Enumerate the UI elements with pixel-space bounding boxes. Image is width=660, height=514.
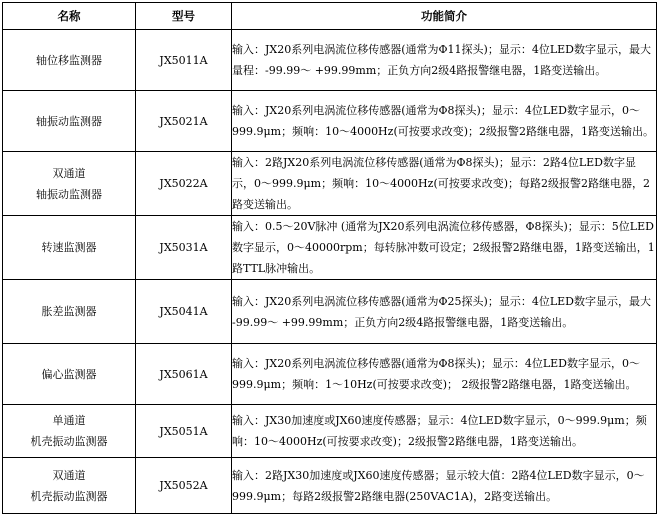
table-header-row (3, 3, 657, 30)
table-row (3, 91, 657, 152)
product-description: 输入：2路JX30加速度或JX60速度传感器；显示较大值：2路4位LED数字显示，0～999.9μm；每路2级报警2路继电器(250VAC1A)，2路变送输出。 (232, 458, 657, 514)
product-description: 输入：2路JX20系列电涡流位移传感器(通常为Φ8探头)；显示：2路4位LED数字显示，0～999.9μm；频响：10～4000Hz(可按要求改变)；每路2级报警2路继电器，2路变送输出。 (232, 152, 657, 216)
product-model: JX5052A (136, 458, 232, 514)
product-name: 双通道 (52, 468, 86, 482)
table-row (3, 280, 657, 344)
table-row (3, 30, 657, 91)
product-name: 轴振动监测器 (3, 91, 136, 152)
header-name: 名称 (3, 3, 136, 30)
product-name: 偏心监测器 (3, 344, 136, 405)
product-model: JX5051A (136, 405, 232, 458)
product-model: JX5022A (136, 152, 232, 216)
product-description: 输入：JX20系列电涡流位移传感器(通常为Φ8探头)；显示：4位LED数字显示，0～999.9μm；频响：10～4000Hz(可按要求改变)；2级报警2路继电器，1路变送输出。 (232, 91, 657, 152)
table-row (3, 458, 657, 514)
table-row (3, 216, 657, 280)
product-model: JX5041A (136, 280, 232, 344)
product-name: 单通道 (52, 414, 86, 427)
product-name: 轴位移监测器 (3, 30, 136, 91)
product-description: 输入：JX20系列电涡流位移传感器(通常为Φ25探头)；显示：4位LED数字显示，最大 -99.99～ +99.99mm；正负方向2级4路报警继电器，1路变送输出。 (232, 280, 657, 344)
product-name-line2: 机壳振动监测器 (30, 489, 108, 503)
table-row (3, 344, 657, 405)
product-name-cell (3, 405, 136, 458)
product-model: JX5031A (136, 216, 232, 280)
product-description: 输入：JX20系列电涡流位移传感器(通常为Φ11探头)；显示：4位LED数字显示，最大量程：-99.99～ +99.99mm；正负方向2级4路报警继电器，1路变送输出。 (232, 30, 657, 91)
product-name-line2: 轴振动监测器 (36, 187, 102, 201)
product-model: JX5061A (136, 344, 232, 405)
product-name-cell (3, 458, 136, 514)
product-description: 输入：0.5～20V脉冲 (通常为JX20系列电涡流位移传感器，Φ8探头)；显示：5位LED数字显示，0～40000rpm；每转脉冲数可设定；2级报警2路继电器，1路变送输出，1路TTL脉冲输出。 (232, 216, 657, 280)
table-row (3, 405, 657, 458)
product-name-line2: 机壳振动监测器 (30, 435, 108, 448)
product-description: 输入：JX30加速度或JX60速度传感器；显示：4位LED数字显示，0～999.9μm；频响：10～4000Hz(可按要求改变)；2级报警2路继电器，1路变送输出。 (232, 405, 657, 458)
product-model: JX5011A (136, 30, 232, 91)
product-name: 转速监测器 (3, 216, 136, 280)
product-spec-table (2, 2, 657, 514)
product-model: JX5021A (136, 91, 232, 152)
header-description: 功能简介 (232, 3, 657, 30)
table-row (3, 152, 657, 216)
product-name-cell (3, 152, 136, 216)
product-name: 双通道 (52, 166, 86, 180)
header-model: 型号 (136, 3, 232, 30)
product-description: 输入：JX20系列电涡流位移传感器(通常为Φ8探头)；显示：4位LED数字显示，0～999.9μm；频响：1～10Hz(可按要求改变)； 2级报警2路继电器，1路变送输出。 (232, 344, 657, 405)
product-name: 胀差监测器 (3, 280, 136, 344)
